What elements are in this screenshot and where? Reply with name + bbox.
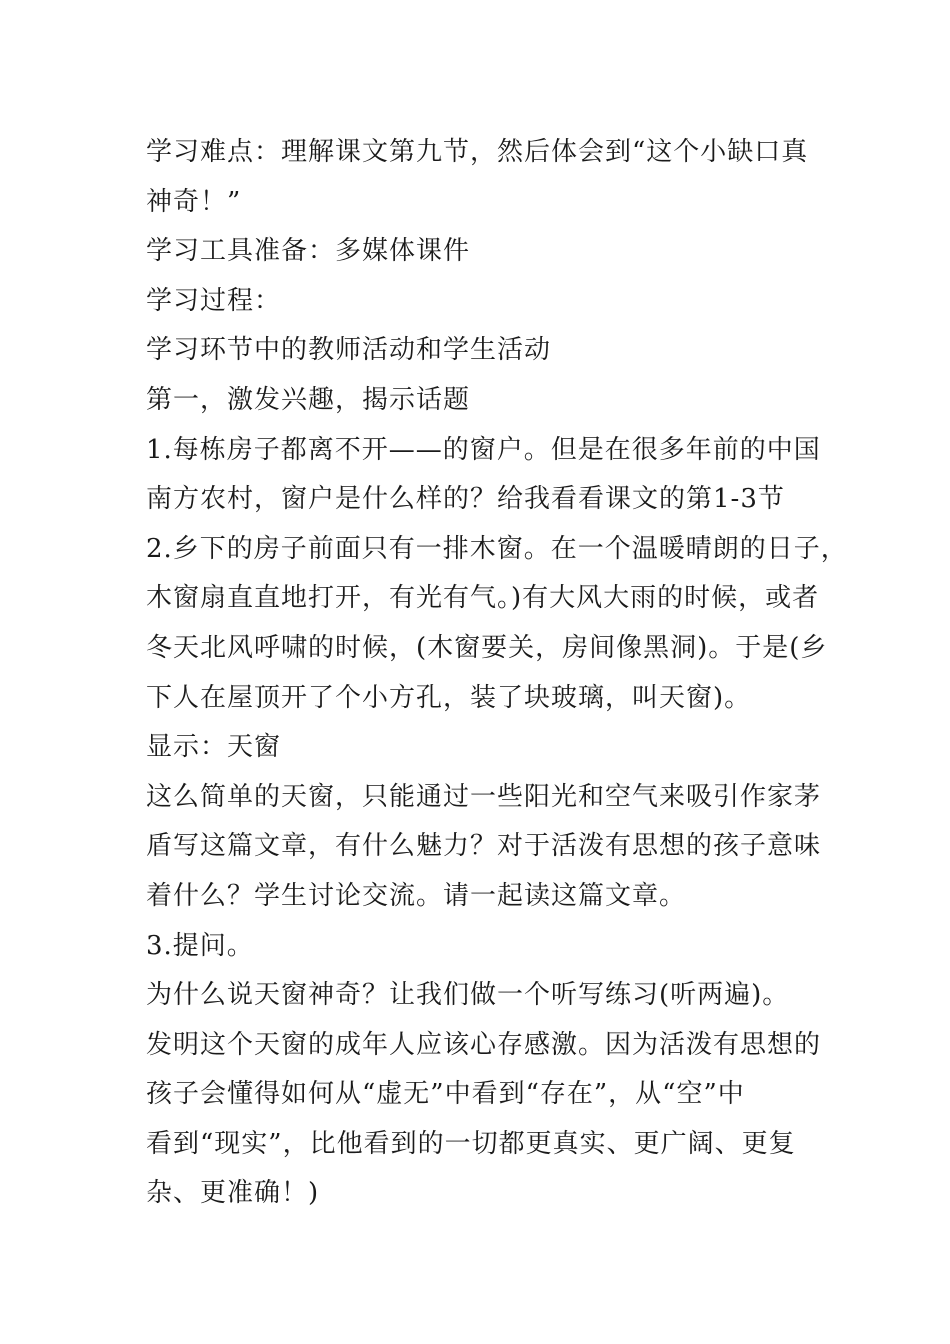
text-line: 为什么说天窗神奇？让我们做一个听写练习(听两遍)。 xyxy=(146,980,790,1011)
text-line: 木窗扇直直地打开，有光有气。)有大风大雨的时候，或者 xyxy=(146,583,820,614)
text-line: 发明这个天窗的成年人应该心存感激。因为活泼有思想的 xyxy=(146,1029,822,1060)
text-line: 3.提问。 xyxy=(146,930,254,961)
text-line: 1.每栋房子都离不开——的窗户。但是在很多年前的中国 xyxy=(146,434,821,465)
text-line: 学习过程： xyxy=(146,285,282,316)
text-line: 南方农村，窗户是什么样的？给我看看课文的第1-3节 xyxy=(146,484,785,515)
text-line: 盾写这篇文章，有什么魅力？对于活泼有思想的孩子意味 xyxy=(146,831,822,862)
text-line: 看到“现实”，比他看到的一切都更真实、更广阔、更复 xyxy=(146,1128,796,1159)
text-line: 2.乡下的房子前面只有一排木窗。在一个温暖晴朗的日子， xyxy=(146,533,848,564)
text-line: 学习工具准备：多媒体课件 xyxy=(146,236,471,267)
text-line: 学习难点：理解课文第九节，然后体会到“这个小缺口真 xyxy=(146,137,809,167)
text-line: 显示：天窗 xyxy=(146,732,282,763)
text-line: 学习环节中的教师活动和学生活动 xyxy=(146,335,552,366)
text-line: 孩子会懂得如何从“虚无”中看到“存在”，从“空”中 xyxy=(146,1079,745,1110)
document-body xyxy=(146,128,848,1219)
text-line: 着什么？学生讨论交流。请一起读这篇文章。 xyxy=(146,880,687,911)
text-line: 冬天北风呼啸的时候，(木窗要关，房间像黑洞)。于是(乡 xyxy=(146,632,828,663)
text-line: 下人在屋顶开了个小方孔，装了块玻璃，叫天窗)。 xyxy=(146,682,752,713)
text-line: 杂、更准确！) xyxy=(146,1178,320,1209)
text-line: 这么简单的天窗，只能通过一些阳光和空气来吸引作家茅 xyxy=(146,781,822,812)
text-line: 神奇！” xyxy=(146,186,242,217)
text-line: 第一，激发兴趣，揭示话题 xyxy=(146,384,471,415)
